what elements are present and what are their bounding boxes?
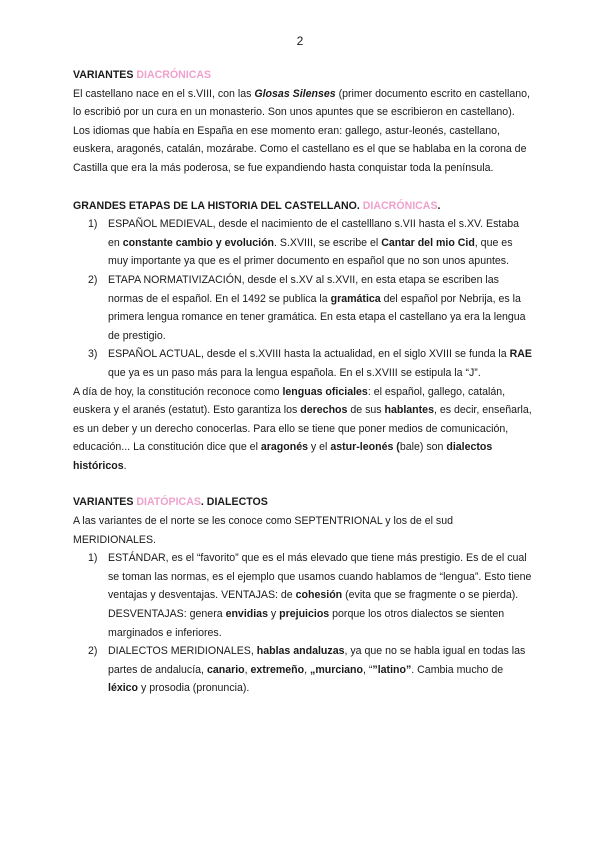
paragraph-idiomas: Los idiomas que había en España en ese momento eran: gallego, astur-leonés, castellano, euskera, aragonés, catalán, mozárabe. Como el castellano es el que se hablaba en la corona de Castilla que era la más poderosa, se fue expandiendo hasta conquistar toda la península. — [73, 124, 527, 174]
paragraph-origin: El castellano nace en el s.VIII, con las Glosas Silenses (primer documento escrito en castellano, lo escribió por un cura en un monasterio. Son unos apuntes que se escribieron en castellano). — [73, 87, 530, 119]
paragraph-constitucion: A día de hoy, la constitución reconoce como lenguas oficiales: el español, gallego, catalán, euskera y el aranés (estatut). Esto garantiza los derechos de sus hablantes, es decir, enseñarla, es un deber y un derecho conocerlas. Para ello se tiene que poner medios de comunicación, educación... La constitución dice que el aragonés y el astur-leonés (bale) son dialectos históricos. — [73, 385, 532, 472]
heading-highlight: DIACRÓNICAS — [362, 199, 438, 212]
page-content — [73, 66, 533, 698]
heading-highlight: DIACRÓNICAS — [136, 69, 212, 81]
section-heading-variantes-diacronicas — [73, 66, 533, 85]
paragraph-septentrional: A las variantes de el norte se les conoce como SEPTENTRIONAL y los de el sud MERIDIONALES. — [73, 515, 453, 546]
list-item: 1) ESTÁNDAR, es el “favorito” que es el más elevado que tiene más prestigio. Es de el cual se toman las normas, es el ejemplo que usamos cuando hablamos de “lengua”. Esto tiene ventajas y desventajas. VENTAJAS: de cohesión (evita que se fragmente o se pierda). DESVENTAJAS: genera envidias y prejuicios porque los otros dialectos se sienten marginados e inferiores. — [88, 552, 532, 639]
heading-highlight: DIATÓPICAS — [136, 496, 201, 509]
list-item: 2) ETAPA NORMATIVIZACIÓN, desde el s.XV al s.XVII, en esta etapa se escriben las normas de el español. En el 1492 se publica la gramática del español por Nebrija, es la primera lengua romance en tener gramática. En esta etapa el castellano ya era la lengua de prestigio. — [88, 273, 526, 342]
glosas-silenses-term: Glosas Silenses — [254, 87, 336, 100]
list-item: 3) ESPAÑOL ACTUAL, desde el s.XVIII hasta la actualidad, en el siglo XVIII se funda la RAE que ya es un paso más para la lengua española. En el s.XVIII se estipula la “J”. — [88, 348, 532, 379]
section-heading-variantes-diatopicas: VARIANTES DIATÓPICAS. DIALECTOS — [73, 496, 268, 509]
page-number: 2 — [296, 34, 304, 48]
heading-text: VARIANTES — [73, 69, 137, 81]
list-item: 2) DIALECTOS MERIDIONALES, hablas andaluzas, ya que no se habla igual en todas las partes de andalucía, canario, extremeño, „murciano, “”latino”. Cambia mucho de léxico y prosodia (pronuncia). — [88, 645, 526, 695]
list-item: 1) ESPAÑOL MEDIEVAL, desde el nacimiento de el castelllano s.VII hasta el s.XV. Estaba en constante cambio y evolución. S.XVIII, se escribe el Cantar del mio Cid, que es muy importante ya que es el primer documento en español que no son unos apuntes. — [88, 218, 520, 268]
dialectos-list — [73, 549, 533, 698]
section-heading-grandes-etapas: GRANDES ETAPAS DE LA HISTORIA DEL CASTELLANO. DIACRÓNICAS. — [73, 199, 441, 212]
etapas-list — [73, 215, 533, 382]
